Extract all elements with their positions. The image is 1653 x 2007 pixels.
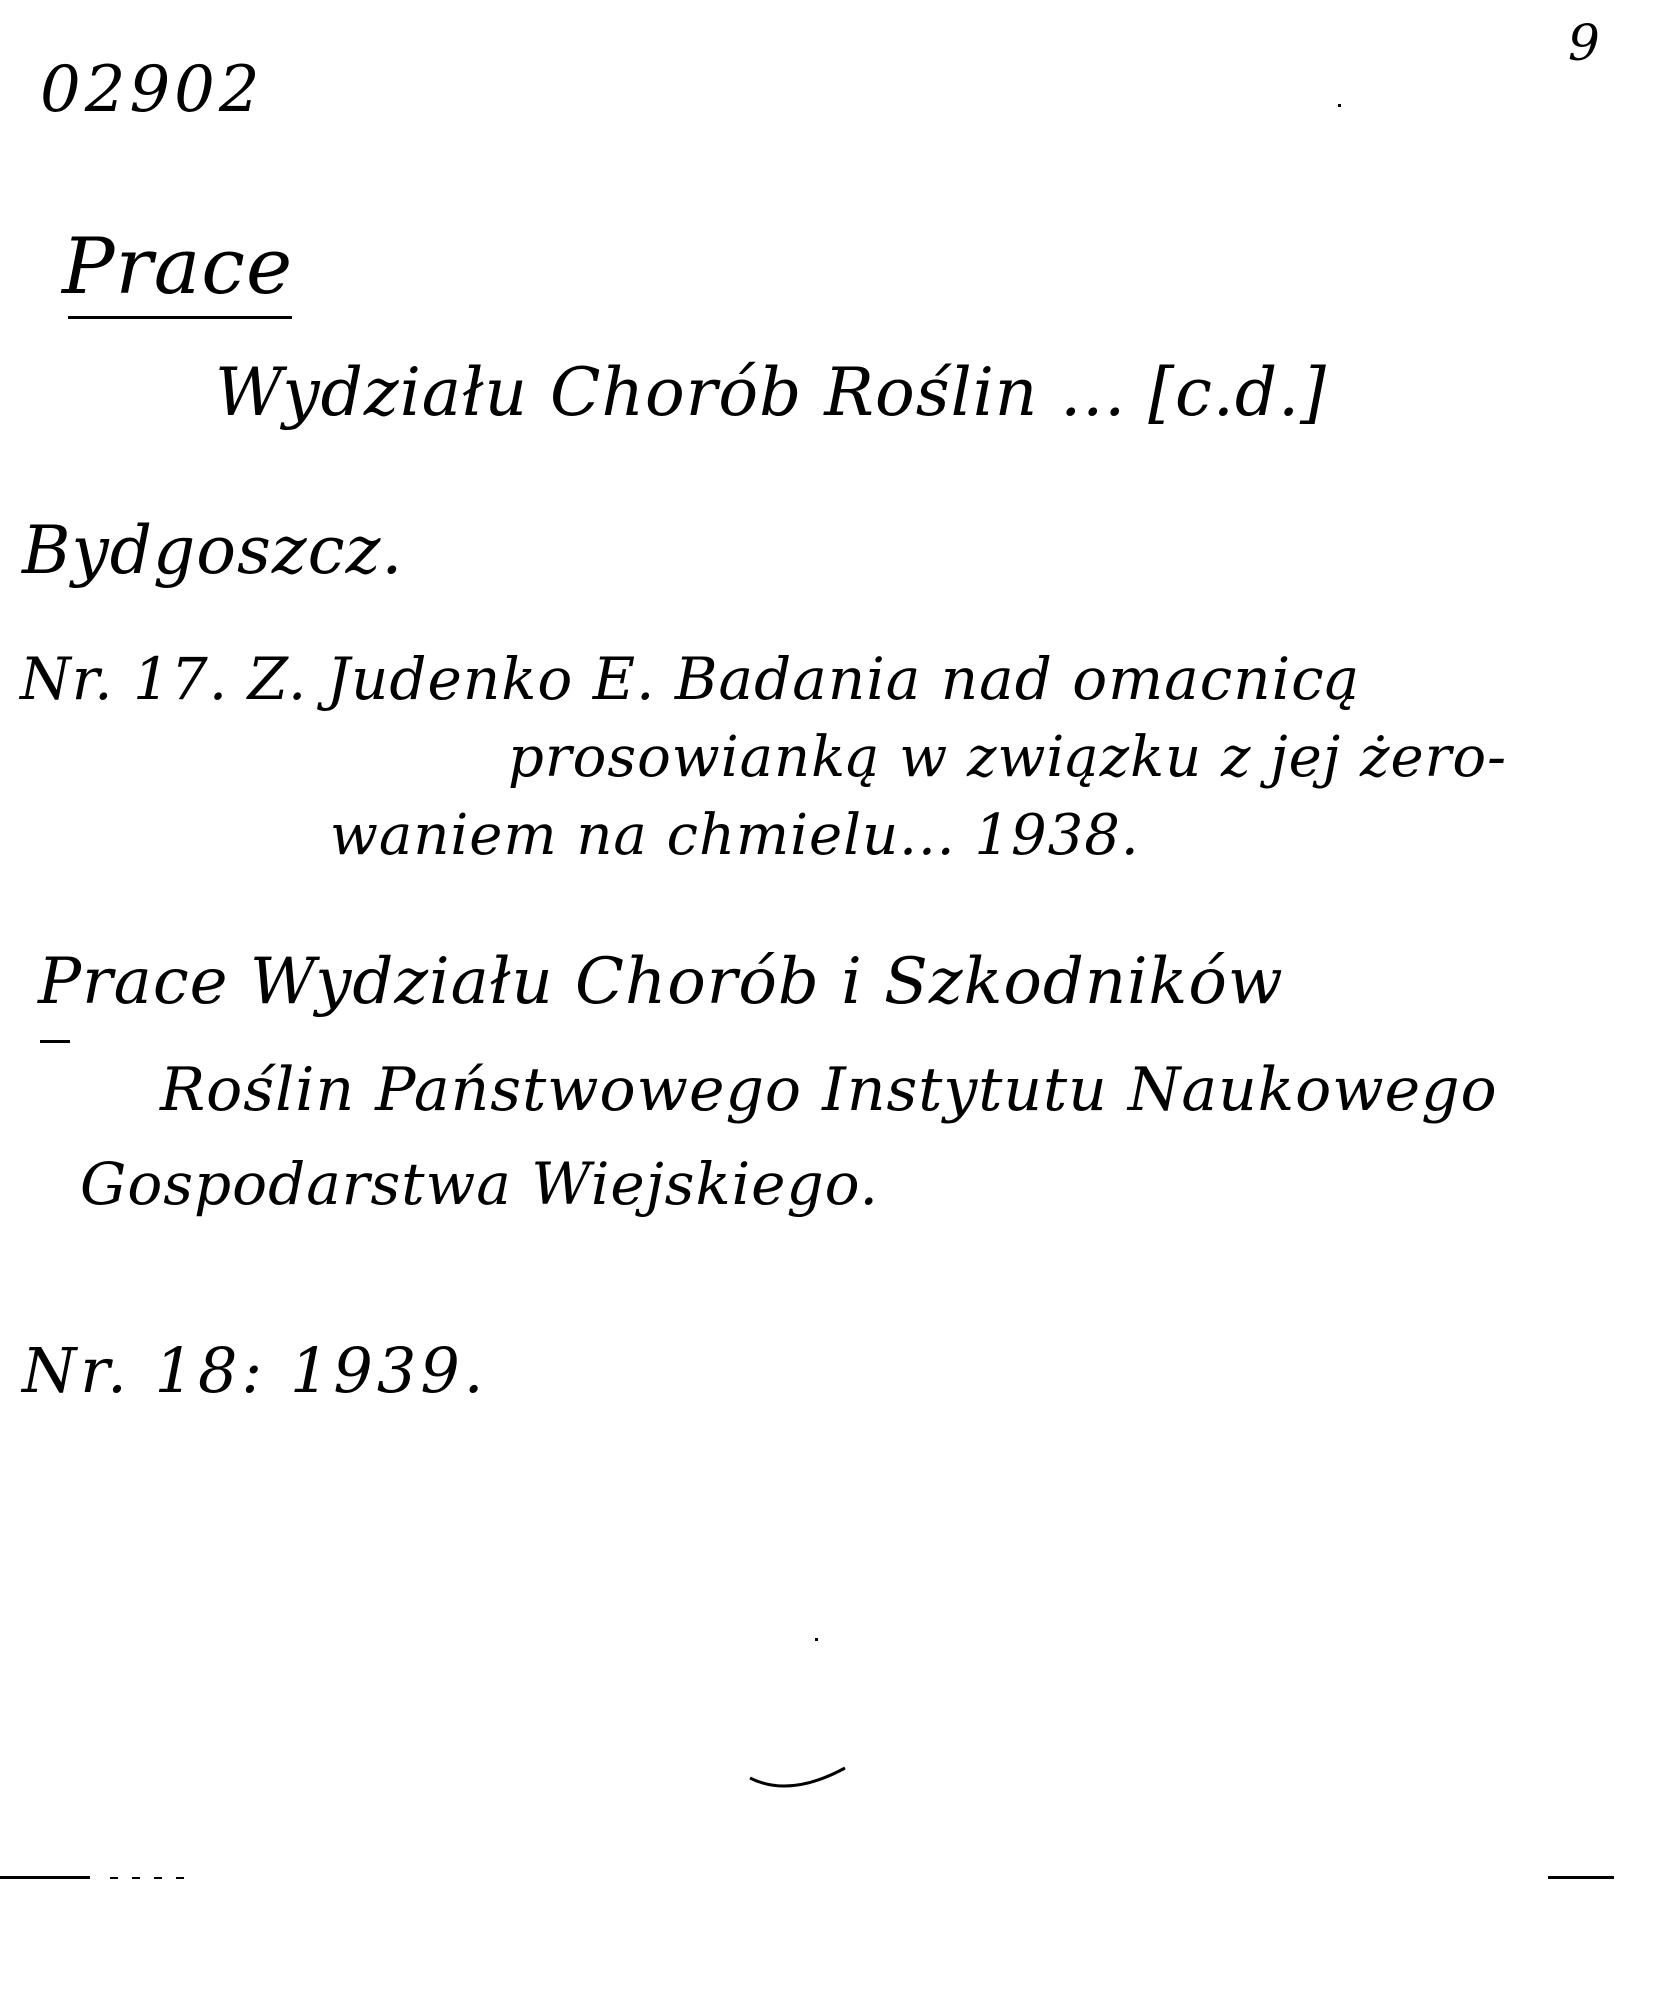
edge-mark-left xyxy=(0,1876,90,1879)
series-title: Prace xyxy=(62,222,294,312)
place-of-publication: Bydgoszcz. xyxy=(22,512,404,589)
series2-line-1: Prace Wydziału Chorób i Szkodników xyxy=(38,945,1284,1019)
catalog-number: 02902 xyxy=(40,53,264,127)
page-number: 9 xyxy=(1568,14,1601,72)
edge-mark-left-dashed xyxy=(110,1877,190,1879)
series-subtitle: Wydziału Chorób Roślin ... [c.d.] xyxy=(215,354,1327,431)
series2-line-3: Gospodarstwa Wiejskiego. xyxy=(80,1150,879,1218)
speck-mark xyxy=(815,1638,818,1641)
series2-line-2: Roślin Państwowego Instytutu Naukowego xyxy=(160,1055,1498,1125)
entry-17-line-1: Nr. 17. Z. Judenko E. Badania nad omacnicą xyxy=(20,645,1361,713)
series-title-underline xyxy=(68,316,292,319)
series2-dash xyxy=(40,1040,70,1043)
entry-17-line-3: waniem na chmielu... 1938. xyxy=(330,803,1140,868)
edge-mark-right xyxy=(1548,1876,1614,1879)
entry-17-line-2: prosowianką w związku z jej żero- xyxy=(508,725,1507,790)
speck-mark xyxy=(1338,104,1341,107)
pen-stroke-mark xyxy=(745,1760,855,1800)
entry-18: Nr. 18: 1939. xyxy=(22,1334,488,1407)
